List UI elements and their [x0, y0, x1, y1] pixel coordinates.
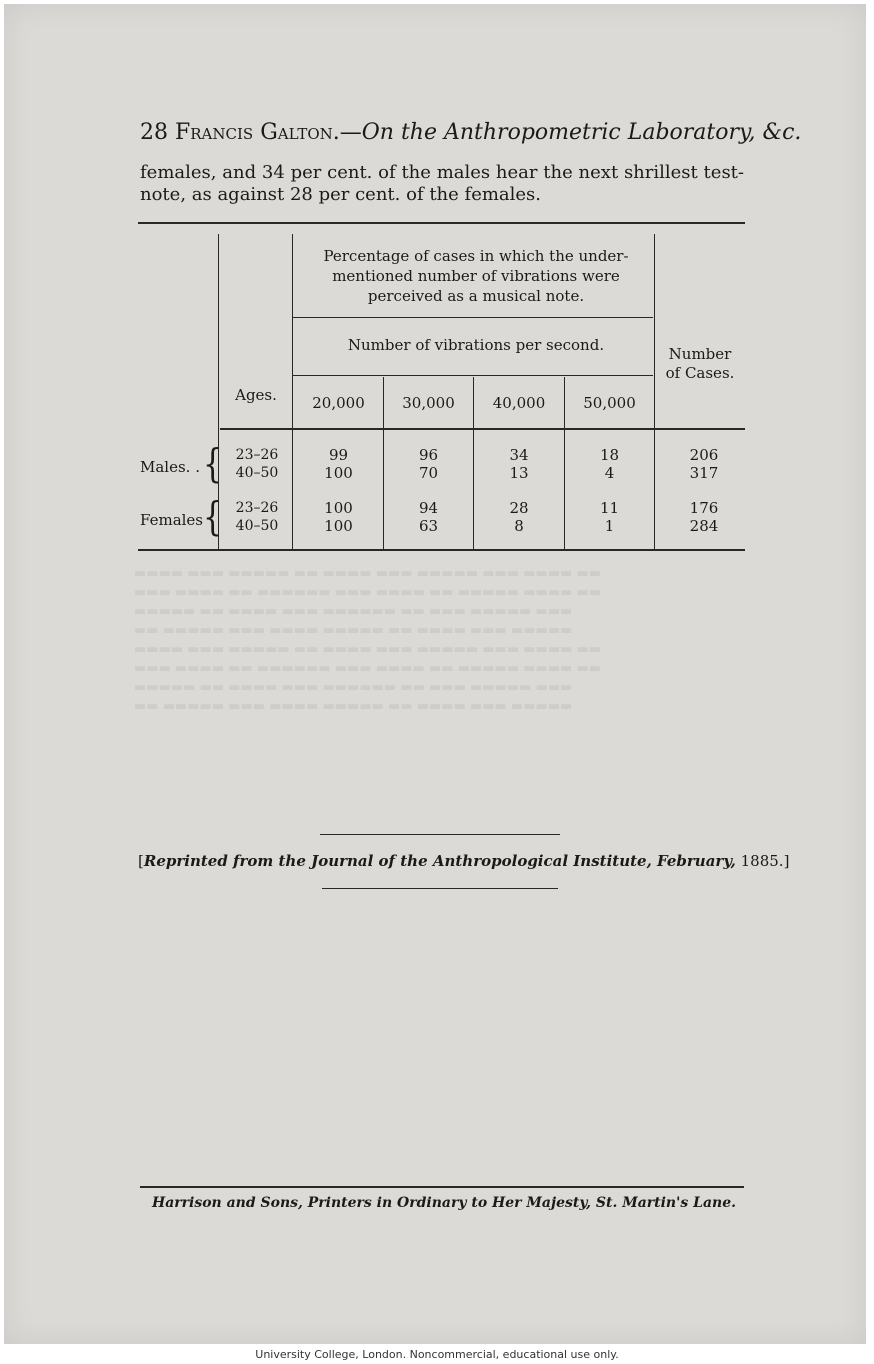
table-top-rule: [138, 222, 745, 224]
cell-males-1-40000: 34: [509, 446, 529, 464]
reprint-open-bracket: [: [138, 852, 144, 870]
cell-females-1-30000: 94: [418, 499, 439, 517]
cases-females-2: 284: [689, 517, 719, 535]
intro-paragraph: females, and 34 per cent. of the males hear the next shrillest test-note, as against 28 per cent. of the females.: [140, 162, 744, 205]
cell-females-2-50000: 1: [604, 517, 615, 535]
column-30000: 30,000: [402, 394, 455, 412]
table-hrule-vibrations: [293, 375, 653, 376]
cell-males-2-30000: 70: [418, 464, 439, 482]
cell-females-1-50000: 11: [599, 499, 620, 517]
cell-males-1-30000: 96: [418, 446, 439, 464]
printer-rule: [140, 1186, 744, 1188]
cell-females-1-40000: 28: [509, 499, 529, 517]
reprint-close-bracket: ]: [783, 852, 790, 870]
cell-males-1-20000: 99: [328, 446, 349, 464]
table-hrule-percentage: [293, 317, 653, 318]
header-dash: —: [339, 120, 362, 145]
cell-males-1-50000: 18: [599, 446, 620, 464]
header-ages: Ages.: [235, 386, 277, 404]
author-name: Francis Galton.: [175, 120, 340, 145]
cases-males-2: 317: [689, 464, 719, 482]
reprint-rule-top: [320, 834, 560, 835]
cell-females-2-30000: 63: [418, 517, 439, 535]
header-vibrations: Number of vibrations per second.: [347, 336, 605, 354]
cell-females-1-20000: 100: [324, 499, 353, 517]
archive-footer: University College, London. Noncommercial, educational use only.: [255, 1348, 619, 1361]
column-40000: 40,000: [492, 394, 546, 412]
column-20000: 20,000: [312, 394, 365, 412]
table-vline-2: [292, 234, 293, 550]
ages-males-2: 40–50: [235, 465, 279, 481]
reprint-text: Reprinted from the Journal of the Anthropological Institute, February,: [143, 852, 736, 870]
table-vline-3: [654, 234, 655, 550]
reprint-rule-bottom: [322, 888, 558, 889]
column-50000: 50,000: [583, 394, 636, 412]
ages-females-1: 23–26: [235, 500, 279, 516]
group-label-males: Males. .: [140, 458, 200, 476]
table-hrule-columns: [220, 428, 745, 430]
reprint-year: 1885.: [740, 852, 784, 870]
cell-males-2-20000: 100: [324, 464, 353, 482]
show-through-texture: ▬▬▬▬ ▬▬▬ ▬▬▬▬▬ ▬▬ ▬▬▬▬ ▬▬▬ ▬▬▬▬▬ ▬▬▬ ▬▬▬▬ ▬▬ ▬▬▬ ▬▬▬▬ ▬▬ ▬▬▬▬▬▬ ▬▬▬ ▬▬▬▬ ▬▬ ▬▬▬▬▬ ▬▬▬▬ ▬▬ ▬▬▬▬▬ ▬▬ ▬▬▬▬ ▬▬▬ ▬▬▬▬▬▬ ▬▬ ▬▬▬ ▬▬▬▬▬ ▬▬▬ ▬▬ ▬▬▬▬▬ ▬▬▬ ▬▬▬▬ ▬▬▬▬▬ ▬▬ ▬▬▬▬ ▬▬▬ ▬▬▬▬▬ ▬▬▬▬ ▬▬▬ ▬▬▬▬▬ ▬▬ ▬▬▬▬ ▬▬▬ ▬▬▬▬▬ ▬▬▬ ▬▬▬▬ ▬▬ ▬▬▬ ▬▬▬▬ ▬▬ ▬▬▬▬▬▬ ▬▬▬ ▬▬▬▬ ▬▬ ▬▬▬▬▬ ▬▬▬▬ ▬▬ ▬▬▬▬▬ ▬▬ ▬▬▬▬ ▬▬▬ ▬▬▬▬▬▬ ▬▬ ▬▬▬ ▬▬▬▬▬ ▬▬▬ ▬▬ ▬▬▬▬▬ ▬▬▬ ▬▬▬▬ ▬▬▬▬▬ ▬▬ ▬▬▬▬ ▬▬▬ ▬▬▬▬▬: [134, 566, 602, 714]
reprint-note: [138, 852, 790, 870]
brace-males: {: [203, 442, 223, 488]
header-percentage: Percentage of cases in which the under-mentioned number of vibrations were perceived as a musical note.: [323, 247, 629, 305]
ages-males-1: 23–26: [235, 447, 279, 463]
printer-imprint: Harrison and Sons, Printers in Ordinary to Her Majesty, St. Martin's Lane.: [151, 1195, 737, 1211]
header-number-of-cases: Number of Cases.: [665, 345, 735, 382]
article-title: On the Anthropometric Laboratory, &c.: [361, 120, 802, 145]
running-header: [140, 120, 802, 145]
ages-females-2: 40–50: [235, 518, 279, 534]
cell-males-2-40000: 13: [509, 464, 529, 482]
cases-males-1: 206: [689, 446, 719, 464]
cell-females-2-20000: 100: [324, 517, 353, 535]
group-label-females: Females: [140, 511, 204, 529]
cases-females-1: 176: [689, 499, 719, 517]
cell-males-2-50000: 4: [604, 464, 615, 482]
brace-females: {: [203, 495, 223, 541]
page-number: 28: [140, 120, 168, 145]
cell-females-2-40000: 8: [514, 517, 524, 535]
